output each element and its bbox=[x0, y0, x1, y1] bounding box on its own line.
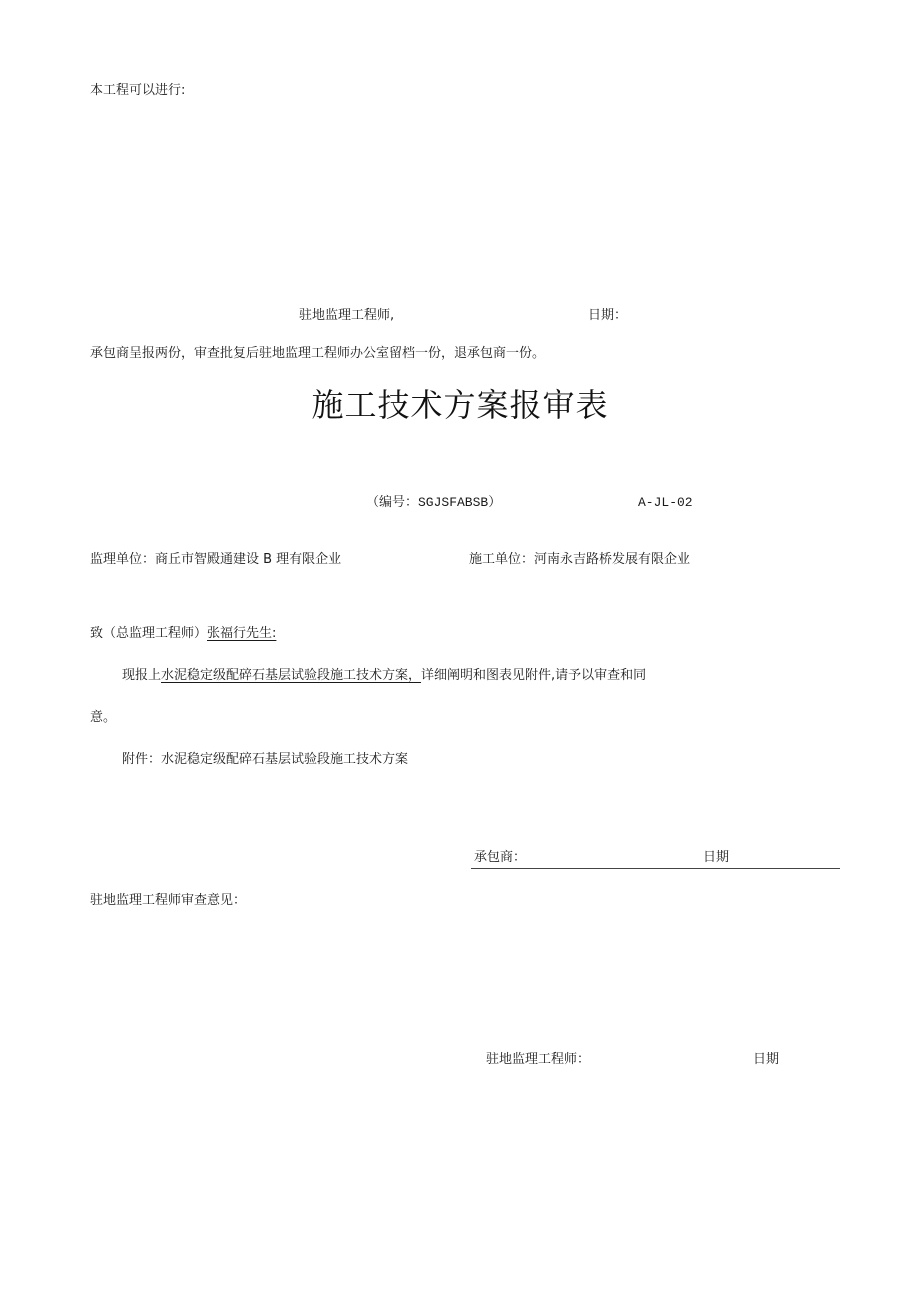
salutation-prefix: 致（总监理工程师） bbox=[90, 626, 208, 641]
body-plan-name: 水泥稳定级配碎石基层试验段施工技术方案， bbox=[161, 668, 422, 683]
resident-engineer-label: 驻地监理工程师, bbox=[299, 308, 395, 323]
submission-note: 承包商呈报两份，审查批复后驻地监理工程师办公室留档一份，退承包商一份。 bbox=[90, 346, 546, 361]
salutation bbox=[90, 625, 276, 643]
can-proceed-text: 本工程可以进行: bbox=[90, 83, 186, 98]
salutation-name: 张福行先生: bbox=[207, 626, 277, 641]
review-date-label: 日期 bbox=[753, 1052, 780, 1067]
review-opinion-label: 驻地监理工程师审查意见： bbox=[90, 893, 247, 908]
form-serial: （编号：SGJSFABSB） bbox=[366, 495, 502, 510]
form-title: 施工技术方案报审表 bbox=[311, 386, 609, 424]
body-suffix: 详细阐明和图表见附件,请予以审查和同 bbox=[421, 668, 647, 683]
supervision-unit: 监理单位：商丘市智殿通建设 B 理有限企业 bbox=[90, 552, 342, 567]
contractor-label: 承包商： bbox=[474, 850, 527, 865]
construction-unit: 施工单位：河南永吉路桥发展有限企业 bbox=[469, 552, 691, 567]
letter-body-continuation: 意。 bbox=[90, 710, 117, 725]
body-prefix: 现报上 bbox=[122, 668, 162, 683]
attachment-line: 附件：水泥稳定级配碎石基层试验段施工技术方案 bbox=[122, 752, 409, 767]
contractor-signature-rule bbox=[471, 868, 840, 869]
letter-body-line bbox=[122, 667, 646, 685]
review-engineer-label: 驻地监理工程师： bbox=[486, 1052, 591, 1067]
top-date-label: 日期： bbox=[588, 308, 628, 323]
form-code: A-JL-02 bbox=[638, 495, 693, 510]
contractor-date-label: 日期 bbox=[703, 850, 730, 865]
